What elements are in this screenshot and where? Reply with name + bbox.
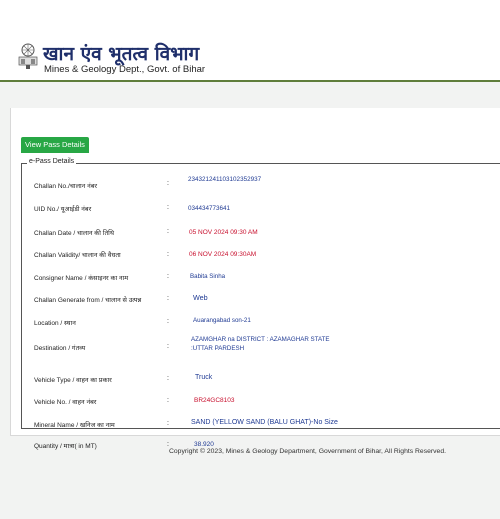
quantity-value: 38.920 [194, 441, 214, 448]
consigner-name-label: Consigner Name / कंसाइनर का नाम [34, 275, 129, 282]
uid-no-label: UID No./ यूआईडी नंबर [34, 206, 92, 213]
row-colon: : [167, 180, 169, 187]
challan-date-label: Challan Date / चालान की तिथि [34, 230, 115, 237]
challan-no-value: 234321241103102352937 [188, 176, 262, 183]
vehicle-type-label: Vehicle Type / वाहन का प्रकार [34, 377, 112, 384]
row-colon: : [167, 441, 169, 448]
site-title-english: Mines & Geology Dept., Govt. of Bihar [44, 64, 206, 75]
destination-value-line1: AZAMGHAR na DISTRICT : AZAMAGHAR STATE [191, 336, 330, 343]
destination-value-line2: :UTTAR PARDESH [191, 345, 245, 352]
row-colon: : [167, 343, 169, 350]
site-header [0, 0, 500, 82]
vehicle-no-label: Vehicle No. / वाहन नंबर [34, 399, 97, 406]
challan-validity-value: 06 NOV 2024 09:30AM [189, 251, 257, 258]
challan-no-label: Challan No./चालान नंबर [34, 183, 98, 190]
footer-copyright: Copyright © 2023, Mines & Geology Department, Government of Bihar, All Rights Reserved. [168, 448, 447, 455]
challan-date-value: 05 NOV 2024 09:30 AM [189, 229, 258, 236]
challan-generate-from-value: Web [193, 293, 208, 302]
vehicle-no-value: BR24GC8103 [194, 397, 235, 404]
row-colon: : [167, 318, 169, 325]
row-colon: : [167, 228, 169, 235]
vehicle-type-value: Truck [195, 374, 213, 381]
destination-label: Destination / गंतव्य [34, 345, 86, 352]
location-label: Location / स्थान [34, 320, 76, 327]
mineral-name-label: Mineral Name / खनिज का नाम [34, 422, 115, 429]
row-colon: : [167, 273, 169, 280]
epass-details-legend: e-Pass Details [29, 158, 75, 165]
tab-view-pass-details[interactable]: View Pass Details [21, 137, 89, 153]
mineral-name-value: SAND (YELLOW SAND (BALU GHAT)-No Size [191, 419, 338, 426]
site-title-hindi: खान एंव भूतत्व विभाग [43, 43, 200, 65]
row-colon: : [167, 420, 169, 427]
row-colon: : [167, 251, 169, 258]
location-value: Auarangabad son-21 [193, 317, 251, 324]
row-colon: : [167, 295, 169, 302]
quantity-label: Quantity / मात्रा( in MT) [34, 443, 97, 450]
row-colon: : [167, 204, 169, 211]
bihar-emblem-icon [17, 42, 39, 70]
challan-validity-label: Challan Validity/ चालान की वैधता [34, 252, 121, 259]
row-colon: : [167, 375, 169, 382]
consigner-name-value: Babita Sinha [190, 273, 226, 280]
uid-no-value: 034434773641 [188, 205, 231, 212]
row-colon: : [167, 397, 169, 404]
challan-generate-from-label: Challan Generate from / चालान से उत्पन्न [34, 297, 142, 304]
